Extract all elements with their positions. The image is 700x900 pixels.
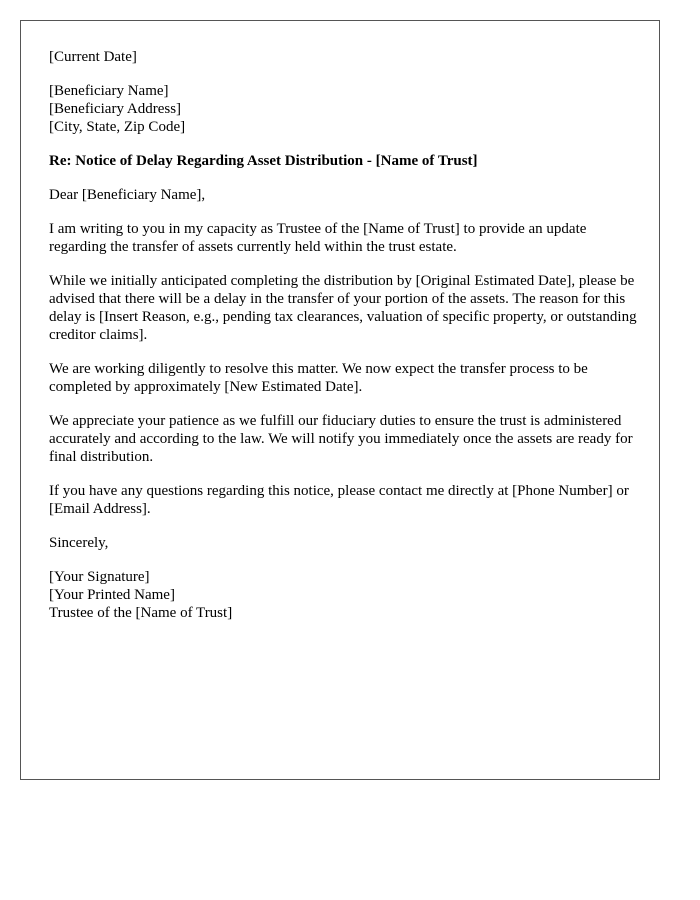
signature-block xyxy=(49,568,639,622)
signature-line: [Your Signature] xyxy=(49,569,150,585)
recipient-address: [Beneficiary Address] xyxy=(49,101,182,117)
salutation: Dear [Beneficiary Name], xyxy=(49,187,206,203)
letter-date: [Current Date] xyxy=(49,49,137,65)
letter-body xyxy=(49,48,639,638)
closing: Sincerely, xyxy=(49,535,109,551)
recipient-name: [Beneficiary Name] xyxy=(49,83,169,99)
recipient-block xyxy=(49,82,639,136)
paragraph-intro: I am writing to you in my capacity as Trustee of the [Name of Trust] to provide an update regarding the transfer of assets currently held within the trust estate. xyxy=(49,221,587,255)
printed-name: [Your Printed Name] xyxy=(49,587,175,603)
paragraph-new-date: We are working diligently to resolve this matter. We now expect the transfer process to be completed by approximately [New Estimated Date]. xyxy=(49,361,588,395)
trustee-title: Trustee of the [Name of Trust] xyxy=(49,605,233,621)
recipient-city-state-zip: [City, State, Zip Code] xyxy=(49,119,186,135)
subject-line: Re: Notice of Delay Regarding Asset Distribution - [Name of Trust] xyxy=(49,153,478,169)
paragraph-contact: If you have any questions regarding this notice, please contact me directly at [Phone Number] or [Email Address]. xyxy=(49,483,629,517)
paragraph-delay-reason: While we initially anticipated completing the distribution by [Original Estimated Date], please be advised that there will be a delay in the transfer of your portion of the assets. The reason for this delay is [Insert Reason, e.g., pending tax clearances, valuation of specific property, or outstanding creditor claims]. xyxy=(49,273,637,343)
paragraph-fiduciary: We appreciate your patience as we fulfill our fiduciary duties to ensure the trust is administered accurately and according to the law. We will notify you immediately once the assets are ready for final distribution. xyxy=(49,413,633,465)
